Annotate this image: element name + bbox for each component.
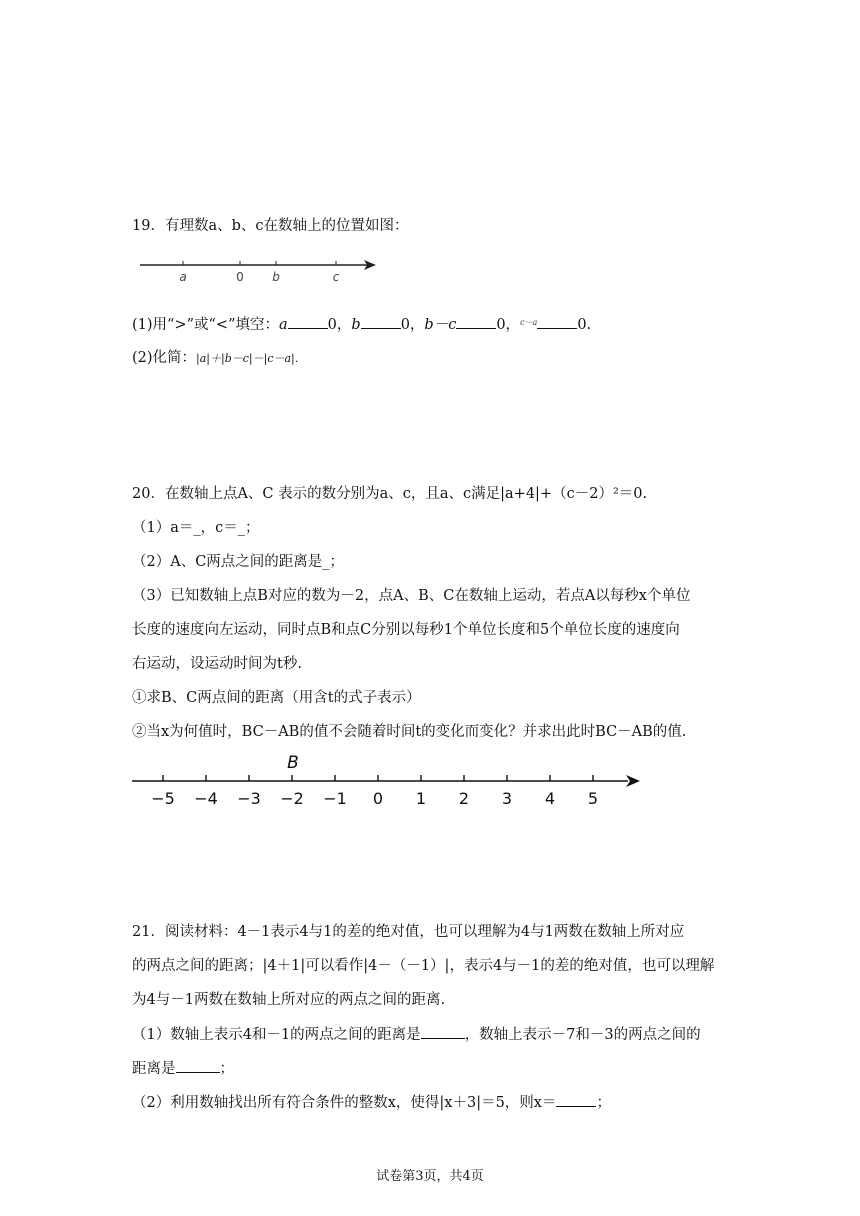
q19-part1-sep-3: 0， [496, 317, 521, 333]
q20-part3-line3: 右运动，设运动时间为t秒. [132, 656, 302, 672]
q20-tick-label: −4 [194, 789, 218, 808]
q19-part1-b: b [351, 317, 361, 333]
q20-tick-label: 5 [587, 789, 599, 808]
q21-part1-line2 [132, 1058, 234, 1079]
q19-part1-prefix: (1)用“>”或“<”填空： [132, 317, 279, 333]
q19-part1-b-minus-c: b－c [424, 317, 457, 333]
q20-sub1: ①求B、C两点间的距离（用含t的式子表示） [132, 690, 421, 706]
q20-tick-label: −1 [323, 789, 347, 808]
q20-part2: （2）A、C两点之间的距离是_； [132, 554, 345, 570]
q19-part2-expression: |a|＋|b－c|－|c－a|． [196, 352, 306, 365]
q20-part3-line1: （3）已知数轴上点B对应的数为－2，点A、B、C在数轴上运动，若点A以每秒x个单位 [132, 588, 691, 604]
q19-part2 [132, 348, 306, 369]
q19-title: 19．有理数a、b、c在数轴上的位置如图： [132, 218, 409, 234]
q21-part2-text-b: ； [596, 1095, 611, 1111]
q20-tick-label: 3 [501, 789, 513, 808]
q21-part2-text-a: （2）利用数轴找出所有符合条件的整数x，使得|x＋3|＝5，则x＝ [132, 1095, 557, 1111]
q21-part2 [132, 1092, 611, 1113]
q19-label-c: c [332, 270, 340, 284]
q20-title: 20．在数轴上点A、C 表示的数分别为a、c，且a、c满足|a+4|+（c－2）²＝0. [132, 486, 648, 502]
q21-part1-text-d: ； [219, 1061, 234, 1077]
q19-part1-a: a [279, 317, 288, 333]
q20-ticks [151, 775, 598, 808]
q20-part1: （1）a＝_，c＝_； [132, 520, 260, 536]
q21-blank-3[interactable] [556, 1092, 596, 1107]
q21-part1-text-c: 距离是 [132, 1061, 176, 1077]
q19-part1-end: 0. [577, 317, 592, 333]
q20-tick-label: 1 [415, 789, 427, 808]
q20-tick-label: 0 [372, 789, 384, 808]
q19-blank-1[interactable] [288, 314, 328, 329]
q21-blank-2[interactable] [176, 1058, 220, 1073]
q19-part1-sep-1: 0， [327, 317, 352, 333]
q19-label-0: 0 [236, 270, 244, 284]
q20-tick-label: −5 [151, 789, 175, 808]
q19-part1-sep-2: 0， [400, 317, 425, 333]
q19-blank-3[interactable] [456, 314, 496, 329]
q20-part3-line2: 长度的速度向左运动，同时点B和点C分别以每秒1个单位长度和5个单位长度的速度向 [132, 622, 680, 638]
q19-number-line [136, 252, 386, 286]
q21-line1: 21．阅读材料：4－1表示4与1的差的绝对值，也可以理解为4与1两数在数轴上所对应 [132, 924, 685, 940]
page-footer: 试卷第3页，共4页 [376, 1169, 484, 1184]
q20-sub2: ②当x为何值时，BC－AB的值不会随着时间t的变化而变化？并求出此时BC－AB的值. [132, 724, 687, 740]
q20-tick-label: −3 [237, 789, 261, 808]
q21-line2: 的两点之间的距离；|4＋1|可以看作|4－（－1）|，表示4与－1的差的绝对值，也可以理解 [132, 958, 715, 974]
q20-number-line [128, 748, 648, 814]
q21-blank-1[interactable] [421, 1024, 465, 1039]
q20-tick-label: 2 [458, 789, 470, 808]
q21-part1-line1 [132, 1024, 701, 1045]
q21-part1-text-a: （1）数轴上表示4和－1的两点之间的距离是 [132, 1027, 421, 1043]
q19-part1-c-minus-a: c－a [520, 318, 538, 327]
q20-axis-arrow [626, 775, 640, 787]
q20-tick-label: −2 [280, 789, 304, 808]
q20-point-b-label: B [287, 753, 299, 773]
q19-part1 [132, 313, 591, 335]
q20-tick-label: 4 [544, 789, 556, 808]
q19-label-b: b [272, 270, 280, 284]
q19-blank-2[interactable] [361, 314, 401, 329]
q21-line3: 为4与－1两数在数轴上所对应的两点之间的距离. [132, 992, 446, 1008]
q19-part2-prefix: (2)化简： [132, 350, 197, 366]
q19-blank-4[interactable] [537, 314, 577, 329]
q19-label-a: a [179, 270, 187, 284]
q21-part1-text-b: ，数轴上表示－7和－3的两点之间的 [464, 1027, 701, 1043]
